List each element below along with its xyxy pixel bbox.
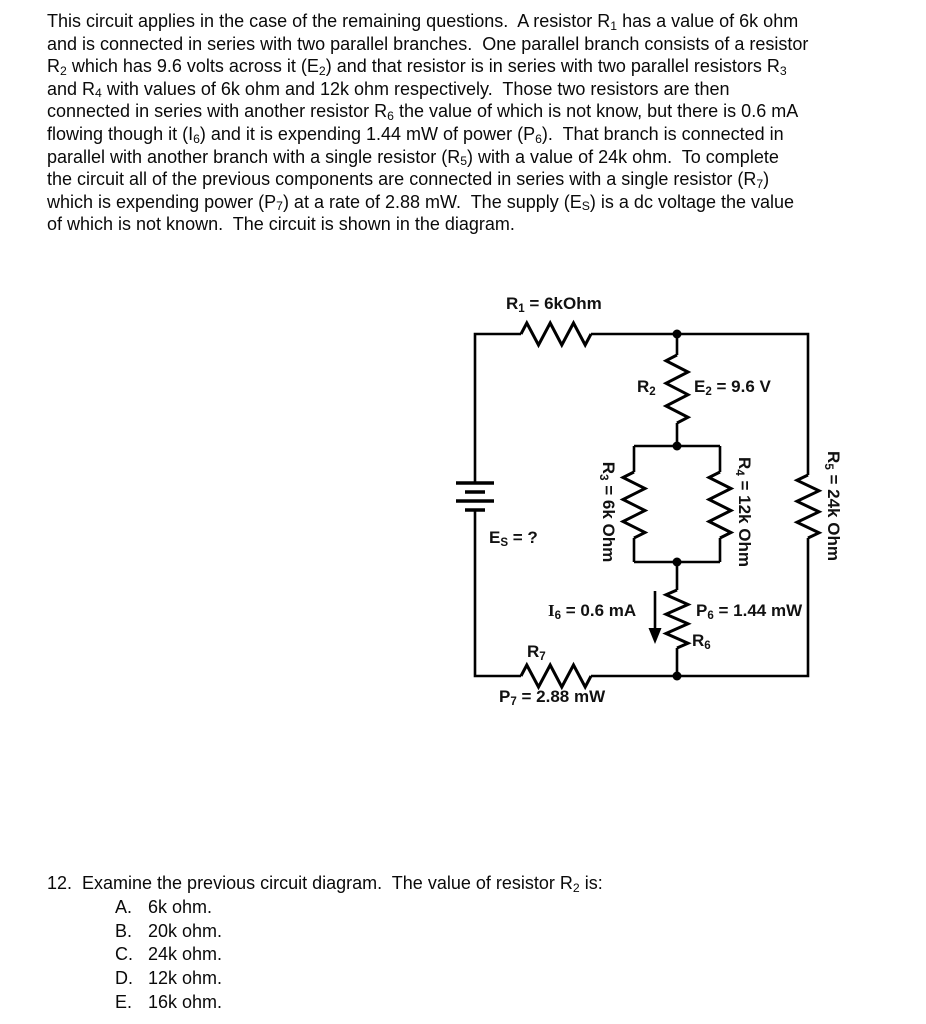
question-number: 12. — [47, 873, 73, 893]
label-es: $E_S$ = ? — [489, 528, 538, 549]
resistor-r7-symbol — [521, 665, 591, 687]
resistor-r1-symbol — [521, 323, 591, 345]
option-text-c: 24k ohm. — [148, 944, 223, 964]
paragraph-line: and $R_4$ with values of 6k ohm and 12k ohm respectively. Those two resistors are then — [47, 78, 730, 101]
option-text-a: 6k ohm. — [148, 897, 213, 917]
label-r5: $R_5 = 24k$ Ohm — [822, 451, 843, 561]
option-letter-e: E. — [115, 992, 133, 1012]
option-text-d: 12k ohm. — [148, 968, 223, 988]
label-e2: $E_2 = 9.6$ V — [694, 377, 771, 398]
label-r3: $R_3 = 6k$ Ohm — [597, 461, 618, 563]
option-letter-d: D. — [115, 968, 133, 988]
option-text-b: 20k ohm. — [148, 921, 223, 941]
option-letter-c: C. — [115, 944, 133, 964]
current-arrow-i6-head — [649, 628, 662, 644]
label-r4: $R_4 = 12k$ Ohm — [733, 457, 754, 567]
battery-symbol — [456, 483, 494, 510]
wire-left-top — [475, 334, 521, 483]
node-dot — [673, 330, 682, 339]
resistor-r3-symbol — [623, 472, 645, 538]
node-dot — [673, 672, 682, 681]
paragraph-line: of which is not known. The circuit is shown in the diagram. — [47, 214, 515, 235]
node-dot — [673, 442, 682, 451]
paragraph-line: $R_2$ which has 9.6 volts across it $(E_2)$ and that resistor is in series with two parallel resistors $R_3$ — [47, 56, 787, 78]
question-text: Examine the previous circuit diagram. The value of resistor $R_2$ is: — [82, 873, 603, 895]
label-r7: $R_7$ — [527, 642, 546, 663]
resistor-r4-symbol — [709, 472, 731, 538]
option-letter-a: A. — [115, 897, 133, 917]
label-i6: $I_6 = 0.6$ mA — [548, 601, 637, 622]
label-r1: $R_1$ = 6kOhm — [506, 294, 602, 315]
option-text-e: 16k ohm. — [148, 992, 223, 1012]
paragraph-line: which is expending power $(P_7)$ at a rate of 2.88 mW. The supply $(E_S)$ is a dc voltage the value — [47, 191, 795, 214]
paragraph-line: This circuit applies in the case of the remaining questions. A resistor $R_1$ has a value of 6k ohm — [47, 11, 799, 33]
paragraph-line: connected in series with another resistor $R_6$ the value of which is not know, but there is 0.6 mA — [47, 101, 799, 124]
paragraph-line: parallel with another branch with a single resistor $(R_5)$ with a value of 24k ohm. To complete — [47, 146, 779, 169]
label-r2: $R_2$ — [637, 377, 656, 398]
option-letter-b: B. — [115, 921, 133, 941]
label-p6: $P_6 = 1.44$ mW — [696, 601, 803, 622]
label-r6: $R_6$ — [692, 631, 711, 652]
paragraph-line: the circuit all of the previous components are connected in series with a single resistor $(R_7)$ — [47, 169, 770, 191]
label-p7: $P_7 = 2.88$ mW — [499, 687, 606, 708]
paragraph-line: and is connected in series with two parallel branches. One parallel branch consists of a resistor — [47, 33, 809, 54]
node-dot — [673, 558, 682, 567]
paragraph-line: flowing though it $(I_6)$ and it is expending 1.44 mW of power $(P_6)$. That branch is connected in — [47, 123, 784, 146]
resistor-r2-symbol — [666, 355, 688, 423]
wire-top-right — [591, 334, 808, 475]
resistor-r5-symbol — [797, 475, 819, 538]
resistor-r6-symbol — [666, 590, 688, 648]
